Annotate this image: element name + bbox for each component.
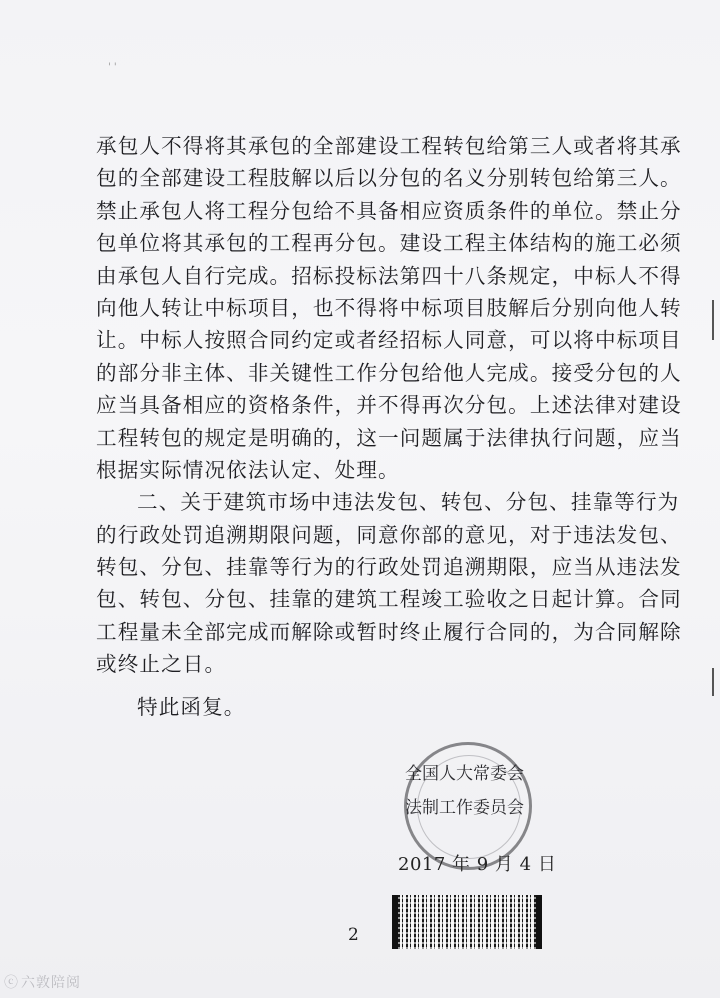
scan-edge-mark bbox=[712, 300, 714, 340]
signature-block bbox=[405, 757, 565, 825]
watermark bbox=[4, 972, 81, 992]
body-line: 承包人不得将其承包的全部建设工程转包给第三人或者将其承 bbox=[96, 134, 682, 158]
body-line: 的部分非主体、非关键性工作分包给他人完成。接受分包的人 bbox=[96, 360, 682, 385]
letter-body bbox=[96, 130, 682, 723]
body-line: 向他人转让中标项目，也不得将中标项目肢解后分别向他人转 bbox=[96, 295, 682, 320]
barcode-image bbox=[392, 895, 542, 949]
body-line: 工程量未全部完成而解除或暂时终止履行合同的，为合同解除 bbox=[96, 619, 682, 644]
letter-date: 2017 年 9 月 4 日 bbox=[398, 854, 557, 875]
body-line: 应当具备相应的资格条件，并不得再次分包。上述法律对建设 bbox=[96, 393, 682, 418]
body-line: 转包、分包、挂靠等行为的行政处罚追溯期限，应当从违法发 bbox=[96, 555, 682, 580]
scan-mark: ' ' bbox=[108, 62, 117, 73]
watermark-logo-icon: ⓒ bbox=[4, 975, 19, 991]
body-line: 由承包人自行完成。招标投标法第四十八条规定，中标人不得 bbox=[96, 263, 682, 288]
body-line: 的行政处罚追溯期限问题，同意你部的意见，对于违法发包、 bbox=[96, 522, 682, 547]
body-line: 二、关于建筑市场中违法发包、转包、分包、挂靠等行为 bbox=[137, 490, 680, 515]
watermark-text: 六敦陪阅 bbox=[21, 975, 81, 991]
body-line: 让。中标人按照合同约定或者经招标人同意，可以将中标项目 bbox=[96, 328, 682, 353]
body-line: 禁止承包人将工程分包给不具备相应资质条件的单位。禁止分 bbox=[96, 198, 682, 223]
body-line: 或终止之日。 bbox=[96, 652, 227, 677]
page-number: 2 bbox=[348, 925, 359, 945]
scan-edge-mark bbox=[712, 668, 714, 696]
body-line: 工程转包的规定是明确的，这一问题属于法律执行问题，应当 bbox=[96, 425, 682, 450]
signature-line: 全国人大常委会 bbox=[405, 764, 524, 784]
closing-line: 特此函复。 bbox=[137, 694, 246, 719]
body-line: 根据实际情况依法认定、处理。 bbox=[96, 457, 400, 482]
signature-line: 法制工作委员会 bbox=[405, 798, 524, 818]
body-line: 包的全部建设工程肢解以后以分包的名义分别转包给第三人。 bbox=[96, 166, 682, 191]
body-line: 包、转包、分包、挂靠的建筑工程竣工验收之日起计算。合同 bbox=[96, 587, 682, 612]
body-line: 包单位将其承包的工程再分包。建设工程主体结构的施工必须 bbox=[96, 231, 682, 256]
